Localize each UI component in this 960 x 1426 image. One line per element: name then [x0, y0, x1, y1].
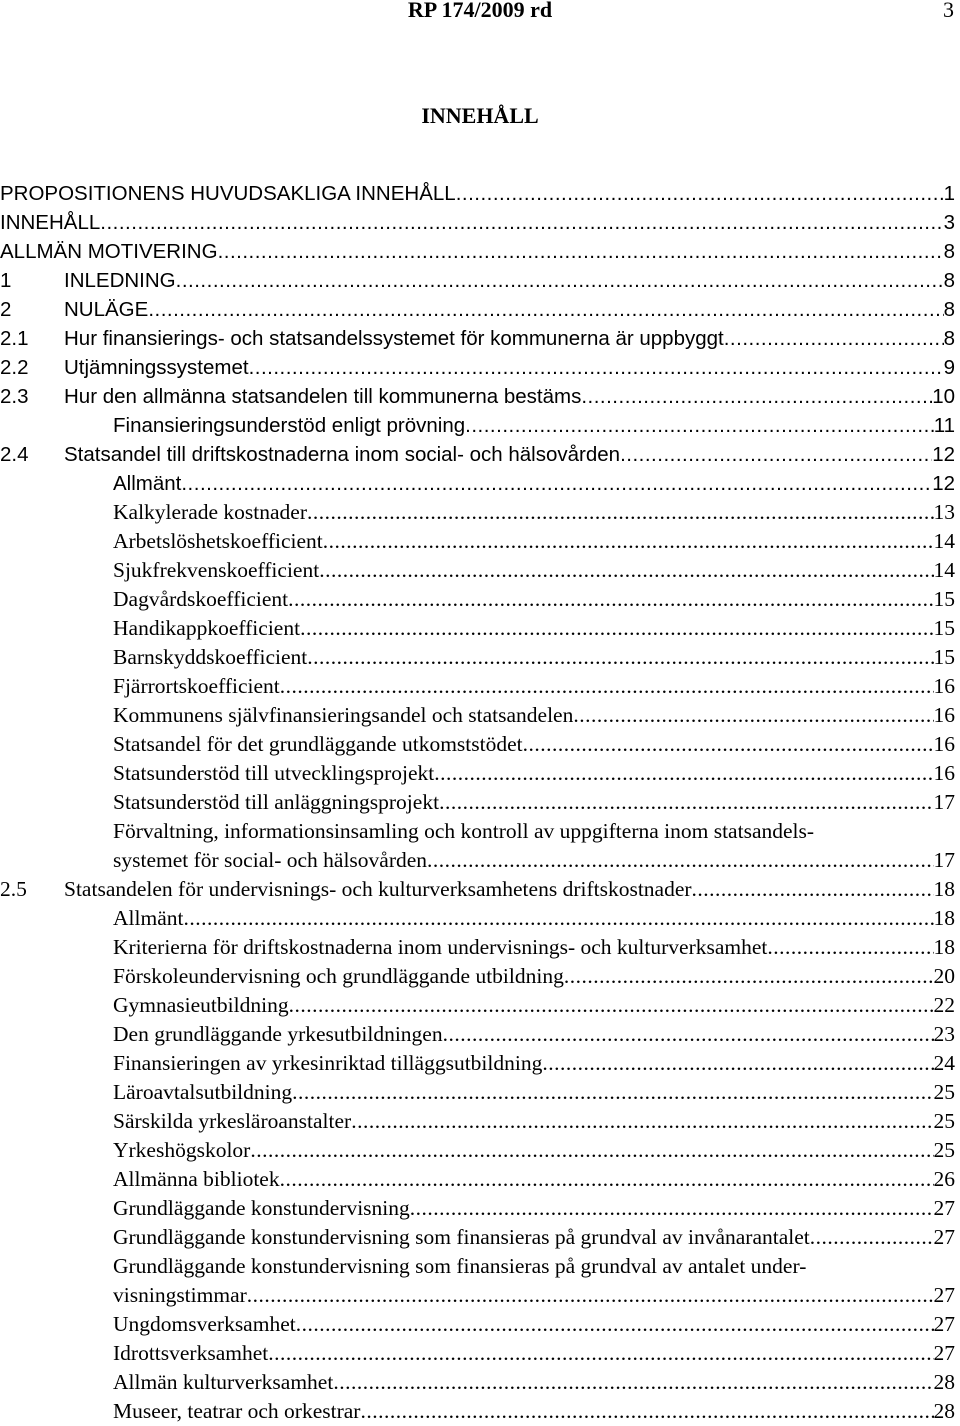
toc-entry[interactable]: [0, 1136, 955, 1165]
toc-entry[interactable]: [0, 527, 955, 556]
toc-entry-page: 27: [933, 1312, 955, 1336]
toc-entry[interactable]: [0, 1078, 955, 1107]
toc-entry-title-part: Grundläggande konstundervisning som finansieras på grundval av antalet under-: [113, 1254, 807, 1278]
toc-entry-title: Allmänt: [113, 906, 184, 930]
dot-leader: [523, 730, 934, 759]
toc-entry-title: Statsunderstöd till utvecklingsprojekt: [113, 761, 435, 785]
toc-entry-title: Barnskyddskoefficient: [113, 645, 308, 669]
toc-entry-page: 27: [933, 1283, 955, 1307]
dot-leader: [307, 498, 933, 527]
toc-entry-page: 27: [933, 1196, 955, 1220]
dot-leader: [288, 585, 933, 614]
toc-entry-title: Läroavtalsutbildning: [113, 1080, 293, 1104]
dot-leader: [307, 643, 933, 672]
toc-entry[interactable]: [0, 1165, 955, 1194]
toc-entry[interactable]: [0, 1107, 955, 1136]
toc-entry[interactable]: [0, 1020, 955, 1049]
toc-entry[interactable]: [0, 585, 955, 614]
toc-entry-page: 26: [933, 1167, 955, 1191]
toc-entry[interactable]: [0, 701, 955, 730]
dot-leader: [247, 1281, 934, 1310]
toc-entry-page: 18: [933, 877, 955, 901]
toc-entry-page: 10: [932, 385, 955, 408]
toc-entry-page: 16: [933, 674, 955, 698]
toc-entry-title: Allmän kulturverksamhet: [113, 1370, 334, 1394]
toc-entry-page: 8: [943, 298, 955, 321]
toc-entry-title: Statsandel till driftskostnaderna inom social- och hälsovården: [64, 443, 621, 466]
toc-entry[interactable]: [0, 875, 955, 904]
toc-entry-page: 22: [933, 993, 955, 1017]
dot-leader: [351, 1107, 933, 1136]
toc-entry-page: 20: [933, 964, 955, 988]
table-of-contents: [0, 179, 955, 1426]
toc-entry-title-part: Förvaltning, informationsinsamling och kontroll av uppgifterna inom statsandels-: [113, 819, 815, 843]
toc-entry-title: Museer, teatrar och orkestrar: [113, 1399, 361, 1423]
dot-leader: [250, 1136, 933, 1165]
toc-entry-title: systemet för social- och hälsovården: [113, 848, 428, 872]
dot-leader: [319, 556, 933, 585]
toc-entry-title: Finansieringen av yrkesinriktad tilläggsutbildning: [113, 1051, 543, 1075]
toc-entry-page: 24: [933, 1051, 955, 1075]
toc-entry[interactable]: [0, 1368, 955, 1397]
toc-entry-page: 17: [933, 790, 955, 814]
dot-leader: [183, 904, 933, 933]
toc-entry-title: visningstimmar: [113, 1283, 247, 1307]
toc-entry[interactable]: [0, 179, 955, 208]
toc-entry-number: 2: [0, 298, 12, 321]
toc-entry-number: 2.4: [0, 443, 29, 466]
toc-entry[interactable]: [0, 759, 955, 788]
dot-leader: [810, 1223, 934, 1252]
dot-leader: [333, 1368, 933, 1397]
dot-leader: [410, 1194, 934, 1223]
toc-entry-title: Utjämningssystemet: [64, 356, 249, 379]
toc-entry-title: Ungdomsverksamhet: [113, 1312, 296, 1336]
toc-entry-title: NULÄGE: [64, 298, 149, 321]
dot-leader: [564, 962, 934, 991]
dot-leader: [292, 1078, 933, 1107]
toc-entry[interactable]: [0, 672, 955, 701]
toc-entry[interactable]: [0, 1281, 955, 1310]
toc-entry[interactable]: [0, 382, 955, 411]
toc-entry-title: Arbetslöshetskoefficient: [113, 529, 323, 553]
toc-entry[interactable]: [0, 962, 955, 991]
toc-entry[interactable]: [0, 788, 955, 817]
toc-entry[interactable]: [0, 933, 955, 962]
dot-leader: [268, 1339, 933, 1368]
dot-leader: [249, 353, 944, 382]
toc-entry-number: 2.2: [0, 356, 29, 379]
toc-entry-page: 8: [943, 327, 955, 350]
toc-entry-title: Fjärrortskoefficient: [113, 674, 280, 698]
dot-leader: [280, 1165, 934, 1194]
toc-entry-title: Grundläggande konstundervisning: [113, 1196, 410, 1220]
dot-leader: [289, 991, 934, 1020]
toc-entry-page: 18: [933, 935, 955, 959]
toc-entry-page: 15: [933, 616, 955, 640]
toc-entry-title: INLEDNING: [64, 269, 176, 292]
dot-leader: [427, 846, 933, 875]
toc-entry-title: Yrkeshögskolor: [113, 1138, 251, 1162]
toc-entry[interactable]: [0, 266, 955, 295]
toc-entry-page: 27: [933, 1341, 955, 1365]
dot-leader: [724, 324, 944, 353]
toc-entry[interactable]: [0, 1223, 955, 1252]
toc-entry-page: 11: [933, 414, 955, 437]
dot-leader: [573, 701, 933, 730]
toc-entry-page: 16: [933, 761, 955, 785]
toc-entry-page: 25: [933, 1080, 955, 1104]
toc-entry-page: 16: [933, 732, 955, 756]
toc-entry[interactable]: [0, 643, 955, 672]
toc-entry-page: 13: [933, 500, 955, 524]
page-header: [0, 0, 960, 26]
dot-leader: [176, 266, 944, 295]
toc-entry-title: Kriterierna för driftskostnaderna inom undervisnings- och kulturverksamhet: [113, 935, 768, 959]
toc-entry[interactable]: [0, 498, 955, 527]
toc-entry-page: 28: [933, 1399, 955, 1423]
document-reference: RP 174/2009 rd: [407, 0, 553, 22]
dot-leader: [456, 179, 944, 208]
dot-leader: [465, 411, 934, 440]
toc-entry-title: Hur den allmänna statsandelen till kommunerna bestäms: [64, 385, 582, 408]
toc-entry-title: Statsandelen för undervisnings- och kulturverksamhetens driftskostnader: [64, 877, 692, 901]
toc-entry[interactable]: [0, 991, 955, 1020]
toc-entry-number: 2.1: [0, 327, 29, 350]
toc-entry-page: 17: [933, 848, 955, 872]
toc-entry-title: Dagvårdskoefficient: [113, 587, 289, 611]
toc-entry-page: 16: [933, 703, 955, 727]
toc-entry-title: Sjukfrekvenskoefficient: [113, 558, 320, 582]
dot-leader: [439, 788, 933, 817]
toc-entry[interactable]: [0, 1339, 955, 1368]
toc-entry-page: 15: [933, 645, 955, 669]
toc-entry-continued[interactable]: [0, 1252, 955, 1281]
toc-entry[interactable]: [0, 614, 955, 643]
toc-entry[interactable]: [0, 1397, 955, 1426]
dot-leader: [360, 1397, 933, 1426]
toc-entry-title: Förskoleundervisning och grundläggande utbildning: [113, 964, 564, 988]
toc-entry-title: Statsunderstöd till anläggningsprojekt: [113, 790, 440, 814]
toc-entry-title: Allmänna bibliotek: [113, 1167, 280, 1191]
toc-entry-title: Idrottsverksamhet: [113, 1341, 269, 1365]
toc-entry-title: Handikappkoefficient: [113, 616, 301, 640]
toc-entry-title: Hur finansierings- och statsandelssystemet för kommunerna är uppbyggt: [64, 327, 724, 350]
toc-entry-page: 25: [933, 1109, 955, 1133]
dot-leader: [218, 237, 944, 266]
toc-entry-title: INNEHÅLL: [0, 211, 101, 234]
toc-entry-page: 23: [933, 1022, 955, 1046]
toc-entry-title: Allmänt: [113, 472, 182, 495]
toc-entry-page: 14: [933, 558, 955, 582]
toc-entry[interactable]: [0, 237, 955, 266]
dot-leader: [443, 1020, 934, 1049]
toc-entry-title: Den grundläggande yrkesutbildningen: [113, 1022, 443, 1046]
toc-entry-page: 15: [933, 587, 955, 611]
toc-entry-continued[interactable]: [0, 817, 955, 846]
toc-entry-title: Grundläggande konstundervisning som finansieras på grundval av invånarantalet: [113, 1225, 810, 1249]
dot-leader: [148, 295, 943, 324]
dot-leader: [581, 382, 932, 411]
dot-leader: [181, 469, 932, 498]
toc-entry-page: 1: [943, 182, 955, 205]
toc-entry-title: Gymnasieutbildning: [113, 993, 289, 1017]
toc-entry-title: ALLMÄN MOTIVERING: [0, 240, 218, 263]
toc-heading: INNEHÅLL: [421, 103, 539, 128]
toc-entry[interactable]: [0, 411, 955, 440]
dot-leader: [296, 1310, 934, 1339]
toc-entry-title: Kalkylerade kostnader: [113, 500, 308, 524]
dot-leader: [323, 527, 934, 556]
toc-entry[interactable]: [0, 556, 955, 585]
toc-entry-page: 8: [943, 240, 955, 263]
toc-entry-page: 12: [932, 472, 955, 495]
toc-entry[interactable]: [0, 846, 955, 875]
toc-entry-page: 12: [932, 443, 955, 466]
toc-entry-page: 8: [943, 269, 955, 292]
toc-entry-page: 18: [933, 906, 955, 930]
toc-entry-title: Särskilda yrkesläroanstalter: [113, 1109, 352, 1133]
toc-entry-number: 1: [0, 269, 12, 292]
toc-entry[interactable]: [0, 440, 955, 469]
dot-leader: [620, 440, 932, 469]
page-number: 3: [943, 0, 954, 22]
toc-entry-title: Finansieringsunderstöd enligt prövning: [113, 414, 466, 437]
toc-entry-number: 2.3: [0, 385, 29, 408]
toc-entry[interactable]: [0, 295, 955, 324]
toc-entry-page: 9: [943, 356, 955, 379]
toc-entry[interactable]: [0, 904, 955, 933]
toc-entry-title: Statsandel för det grundläggande utkomststödet: [113, 732, 523, 756]
toc-entry-title: Kommunens självfinansieringsandel och statsandelen: [113, 703, 574, 727]
dot-leader: [300, 614, 933, 643]
toc-entry-page: 28: [933, 1370, 955, 1394]
toc-entry[interactable]: [0, 208, 955, 237]
toc-entry[interactable]: [0, 353, 955, 382]
toc-entry[interactable]: [0, 1310, 955, 1339]
toc-entry-page: 27: [933, 1225, 955, 1249]
toc-entry-title: PROPOSITIONENS HUVUDSAKLIGA INNEHÅLL: [0, 182, 456, 205]
dot-leader: [280, 672, 934, 701]
toc-entry-number: 2.5: [0, 877, 27, 901]
toc-entry[interactable]: [0, 1194, 955, 1223]
dot-leader: [100, 208, 943, 237]
toc-entry-page: 14: [933, 529, 955, 553]
toc-entry[interactable]: [0, 1049, 955, 1078]
toc-entry-page: 25: [933, 1138, 955, 1162]
toc-entry[interactable]: [0, 469, 955, 498]
dot-leader: [692, 875, 934, 904]
dot-leader: [767, 933, 933, 962]
dot-leader: [434, 759, 933, 788]
toc-entry[interactable]: [0, 324, 955, 353]
toc-entry[interactable]: [0, 730, 955, 759]
toc-entry-page: 3: [943, 211, 955, 234]
dot-leader: [542, 1049, 933, 1078]
